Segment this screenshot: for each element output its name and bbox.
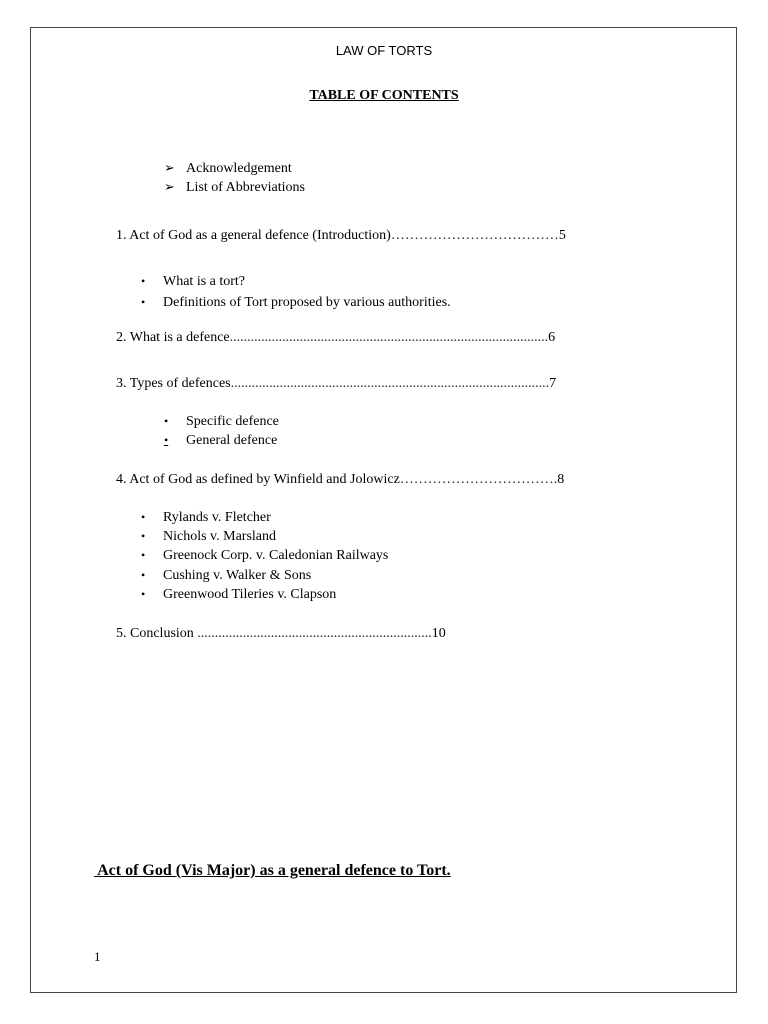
toc-entry-label: 1. Act of God as a general defence (Introduction) [116, 228, 391, 243]
toc-entry-section-1 [116, 228, 566, 244]
dot-leader: ........................................................................................... [230, 376, 550, 391]
toc-entry-label: 4. Act of God as defined by Winfield and Jolowicz [116, 472, 400, 487]
arrow-bullet-icon: ➢ [164, 160, 175, 175]
toc-subitem-label: Rylands v. Fletcher [163, 510, 271, 525]
toc-subitem [141, 587, 336, 603]
toc-subitem-label: Greenwood Tileries v. Clapson [163, 587, 337, 602]
bullet-icon: • [164, 414, 169, 428]
toc-entry-page: 8 [557, 472, 565, 487]
bullet-icon: • [164, 433, 169, 447]
toc-entry-label: 3. Types of defences [116, 376, 231, 391]
toc-subitem-label: Specific defence [186, 414, 279, 429]
toc-item-abbreviations [164, 179, 305, 196]
toc-entry-page: 5 [558, 228, 566, 243]
toc-entry-section-2 [116, 330, 555, 346]
dot-leader: ........................................................................................... [229, 330, 549, 345]
toc-subitem-label: General defence [186, 433, 278, 448]
toc-entry-section-4 [116, 472, 564, 488]
dot-leader: ................................................................... [197, 626, 432, 641]
toc-subitem [141, 568, 311, 584]
bullet-icon: • [141, 568, 146, 582]
toc-item-acknowledgement [164, 160, 292, 177]
toc-entry-page: 10 [431, 626, 446, 641]
toc-subitem [141, 295, 451, 311]
page-border [30, 27, 737, 993]
arrow-bullet-icon: ➢ [164, 179, 175, 194]
bullet-icon: • [141, 510, 146, 524]
bullet-icon: • [141, 529, 146, 543]
dot-leader: ……………………………. [399, 472, 558, 487]
toc-subitem-label: What is a tort? [163, 274, 246, 289]
toc-entry-page: 6 [548, 330, 556, 345]
toc-subitem-label: Definitions of Tort proposed by various authorities. [163, 295, 451, 310]
page-number: 1 [94, 949, 101, 964]
toc-subitem [164, 433, 277, 449]
dot-leader: ……………………………… [390, 228, 559, 243]
bullet-icon: • [141, 587, 146, 601]
toc-subitem [141, 274, 245, 290]
toc-entry-label: 5. Conclusion [116, 626, 198, 641]
section-heading: Act of God (Vis Major) as a general defence to Tort. [94, 862, 451, 879]
toc-item-label: Acknowledgement [186, 161, 292, 176]
toc-title: TABLE OF CONTENTS [309, 88, 459, 103]
toc-subitem [141, 510, 271, 526]
bullet-icon: • [141, 295, 146, 309]
toc-subitem-label: Cushing v. Walker & Sons [163, 568, 312, 583]
toc-entry-section-3 [116, 376, 556, 392]
bullet-icon: • [141, 274, 146, 288]
toc-entry-section-5 [116, 626, 446, 642]
toc-entry-page: 7 [549, 376, 557, 391]
bullet-icon: • [141, 548, 146, 562]
toc-subitem [164, 414, 279, 430]
toc-subitem-label: Greenock Corp. v. Caledonian Railways [163, 548, 389, 563]
toc-subitem [141, 548, 388, 564]
toc-subitem-label: Nichols v. Marsland [163, 529, 277, 544]
toc-entry-label: 2. What is a defence [116, 330, 230, 345]
toc-subitem [141, 529, 276, 545]
toc-item-label: List of Abbreviations [186, 180, 305, 195]
running-header: LAW OF TORTS [335, 43, 433, 58]
